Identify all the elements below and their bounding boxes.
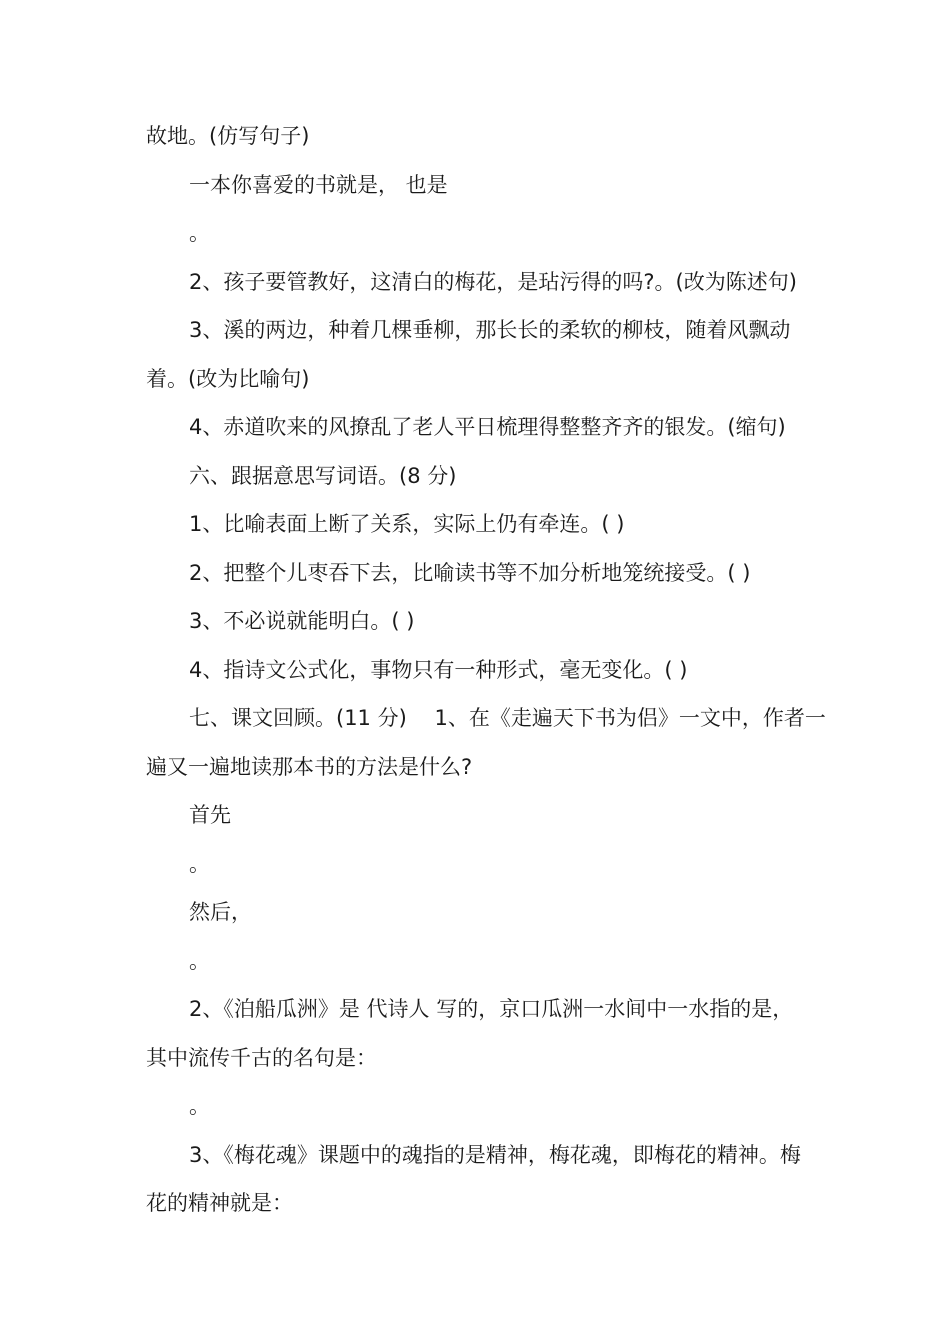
text-line: 然后， [189, 900, 252, 924]
text-line: 3、溪的两边，种着几棵垂柳，那长长的柔软的柳枝，随着风飘动 [189, 318, 791, 342]
text-line: 4、赤道吹来的风撩乱了老人平日梳理得整整齐齐的银发。(缩句) [189, 415, 786, 439]
text-line: 其中流传千古的名句是： [146, 1045, 377, 1070]
section-heading: 六、跟据意思写词语。(8 分) [189, 463, 457, 488]
text-line: 。 [189, 221, 210, 245]
text-line: 故地。(仿写句子) [146, 124, 310, 148]
text-line: 遍又一遍地读那本书的方法是什么? [146, 754, 473, 779]
text-line: 着。(改为比喻句) [146, 366, 310, 391]
text-line: 1、比喻表面上断了关系，实际上仍有牵连。( ) [189, 512, 625, 536]
text-line: 花的精神就是： [146, 1191, 293, 1215]
text-line: 。 [189, 851, 210, 876]
text-line: 一本你喜爱的书就是， 也是 [189, 172, 448, 197]
text-line: 3、《梅花魂》课题中的魂指的是精神，梅花魂，即梅花的精神。梅 [189, 1142, 801, 1167]
text-line: 2、《泊船瓜洲》是 代诗人 写的，京口瓜洲一水间中一水指的是， [189, 997, 794, 1021]
text-line: 。 [189, 1094, 210, 1118]
document-body [146, 112, 826, 1228]
section-heading: 七、课文回顾。(11 分) 1、在《走遍天下书为侣》一文中，作者一 [189, 706, 826, 730]
text-line: 4、指诗文公式化，事物只有一种形式，毫无变化。( ) [189, 657, 688, 682]
text-line: 3、不必说就能明白。( ) [189, 609, 415, 633]
text-line: 。 [189, 948, 210, 973]
text-line: 首先 [189, 803, 231, 827]
text-line: 2、把整个儿枣吞下去，比喻读书等不加分析地笼统接受。( ) [189, 560, 751, 585]
text-line: 2、孩子要管教好，这清白的梅花，是玷污得的吗?。(改为陈述句) [189, 269, 797, 294]
